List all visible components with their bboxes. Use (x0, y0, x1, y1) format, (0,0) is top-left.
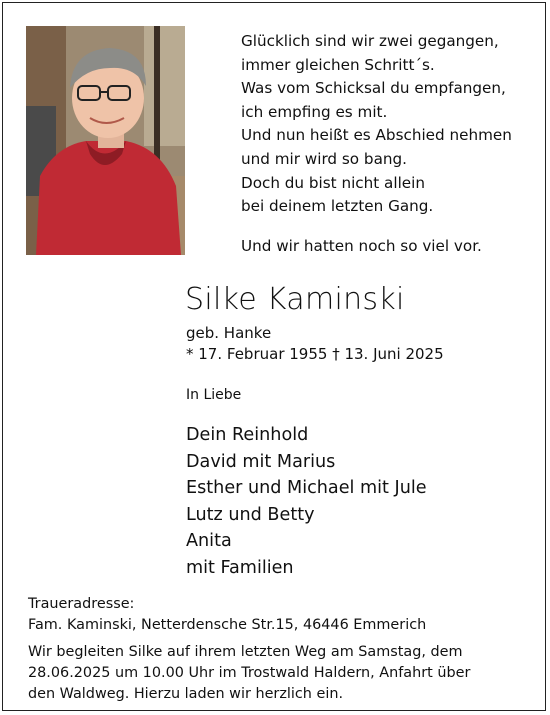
poem-line: Glücklich sind wir zwei gegangen, (241, 32, 499, 50)
portrait-illustration (26, 26, 185, 255)
funeral-line: den Waldweg. Hierzu laden wir herzlich ein. (28, 686, 344, 702)
mourners-intro: In Liebe (186, 387, 242, 403)
funeral-line: 28.06.2025 um 10.00 Uhr im Trostwald Haldern, Anfahrt über (28, 665, 471, 681)
mourning-address (28, 594, 426, 636)
life-dates: * 17. Februar 1955 † 13. Juni 2025 (186, 345, 444, 363)
poem-line: und mir wird so bang. (241, 149, 407, 168)
deceased-name: Silke Kaminski (185, 282, 405, 317)
mourner-name: Esther und Michael mit Jule (186, 478, 427, 498)
mourners-list (186, 422, 427, 581)
funeral-notice (28, 642, 470, 705)
mourner-name: Dein Reinhold (186, 425, 309, 445)
mourner-name: Lutz und Betty (186, 504, 315, 525)
poem-line: bei deinem letzten Gang. (241, 197, 434, 216)
mourner-name: Anita (186, 531, 232, 551)
poem-line: Doch du bist nicht allein (241, 173, 425, 192)
portrait-photo (26, 26, 185, 255)
address-line: Fam. Kaminski, Netterdensche Str.15, 46446 Emmerich (28, 617, 427, 633)
mourner-name: David mit Marius (186, 451, 336, 472)
memorial-poem (241, 30, 531, 219)
poem-line: Was vom Schicksal du empfangen, (241, 79, 506, 98)
funeral-line: Wir begleiten Silke auf ihrem letzten Weg am Samstag, dem (28, 644, 463, 660)
poem-line: immer gleichen Schritt´s. (241, 55, 435, 74)
maiden-name: geb. Hanke (186, 324, 272, 342)
poem-tagline: Und wir hatten noch so viel vor. (241, 237, 482, 255)
mourner-name: mit Familien (186, 557, 294, 578)
address-label: Traueradresse: (28, 596, 135, 612)
poem-line: ich empfing es mit. (241, 102, 388, 121)
poem-line: Und nun heißt es Abschied nehmen (241, 126, 512, 145)
